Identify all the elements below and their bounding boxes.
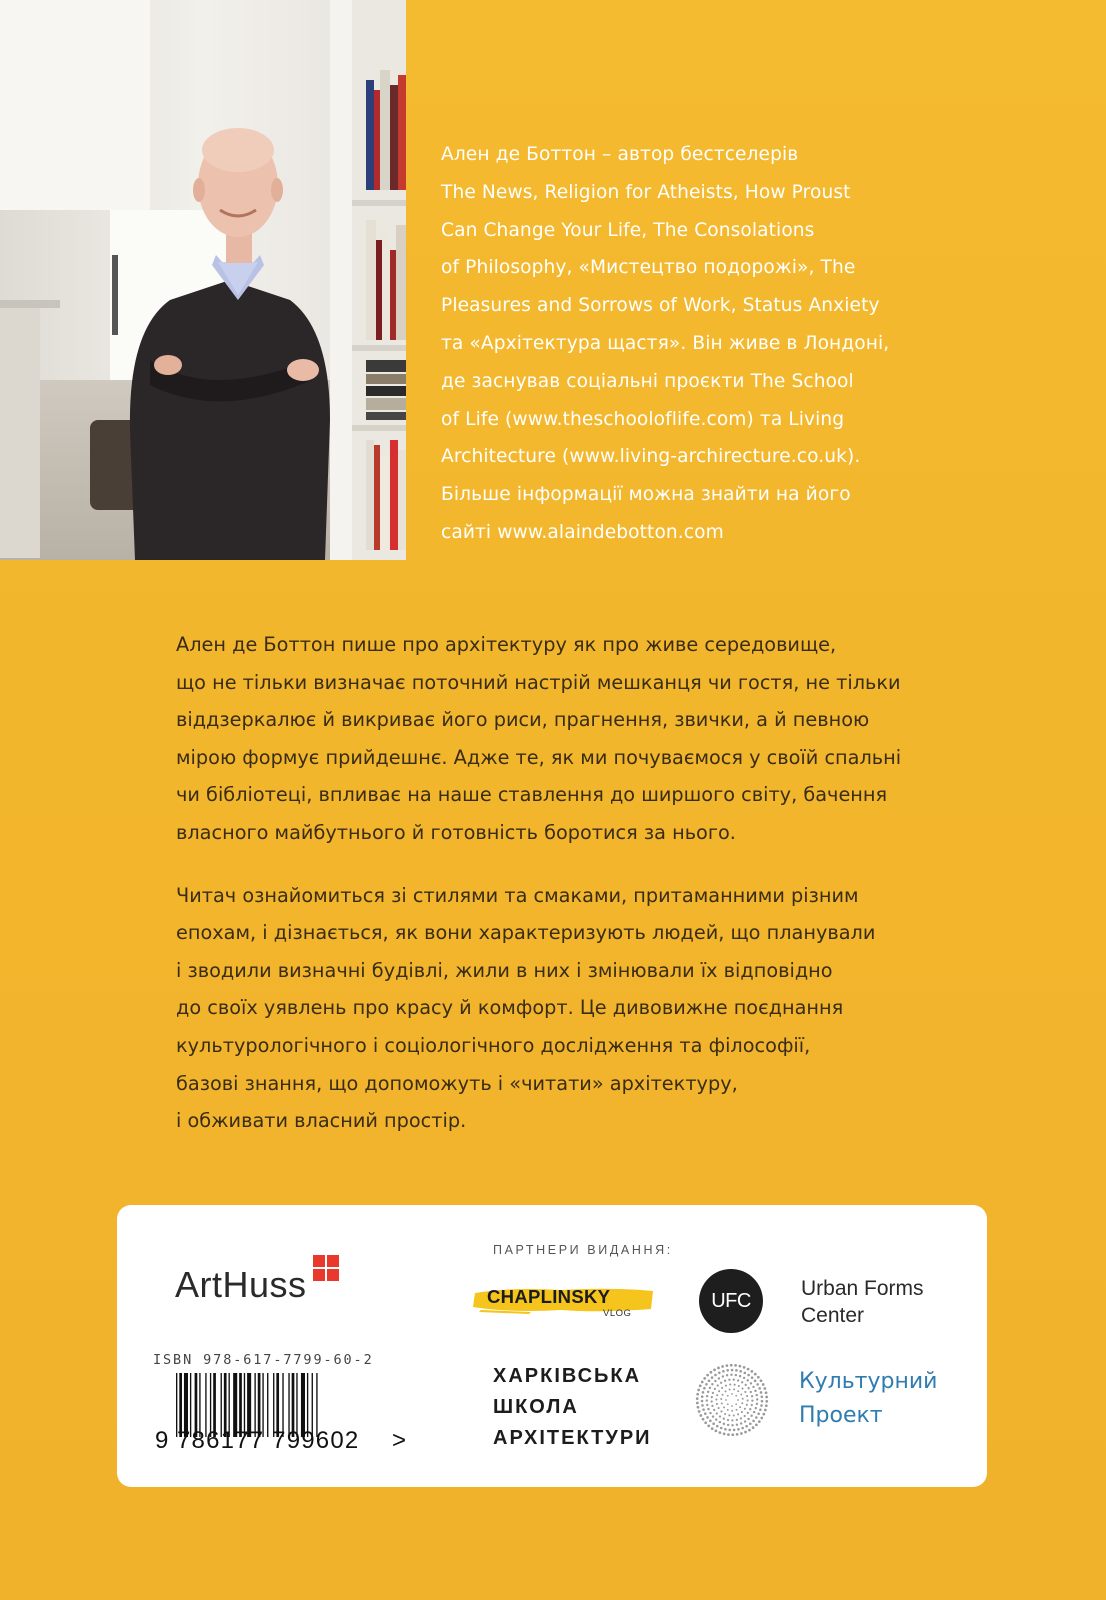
partners-label: ПАРТНЕРИ ВИДАННЯ: xyxy=(493,1243,673,1257)
dot xyxy=(723,1406,725,1408)
barcode-lead-digit: 9 xyxy=(155,1427,169,1454)
dot xyxy=(734,1364,737,1367)
dot xyxy=(751,1400,753,1402)
dot xyxy=(721,1403,723,1405)
dot xyxy=(744,1391,746,1393)
dot xyxy=(733,1379,735,1381)
description-line: культурологічного і соціологічного дослідження та філософії, xyxy=(176,1033,811,1057)
dot xyxy=(736,1419,738,1421)
dot xyxy=(729,1383,731,1385)
dot xyxy=(727,1409,729,1411)
kharkiv-line: ШКОЛА xyxy=(493,1396,579,1418)
dot xyxy=(758,1387,761,1390)
dot xyxy=(725,1390,727,1392)
author-bio xyxy=(441,136,961,552)
book-description xyxy=(176,626,976,1165)
dot xyxy=(756,1383,759,1386)
dot xyxy=(697,1389,700,1392)
dot xyxy=(719,1431,722,1434)
dot xyxy=(725,1385,727,1387)
dot xyxy=(741,1387,743,1389)
description-paragraph-2 xyxy=(176,877,976,1140)
dot xyxy=(760,1391,763,1394)
dot xyxy=(758,1420,761,1423)
chaplinsky-vlog-logo xyxy=(471,1279,657,1323)
dot xyxy=(713,1369,716,1372)
dot xyxy=(718,1407,720,1409)
dot xyxy=(699,1385,702,1388)
dot xyxy=(740,1432,743,1435)
dot xyxy=(755,1423,758,1426)
dot xyxy=(709,1412,711,1414)
dot xyxy=(725,1399,727,1401)
dot xyxy=(747,1418,749,1420)
bio-line: сайті www.alaindebotton.com xyxy=(441,521,724,543)
dot xyxy=(752,1386,754,1388)
dot xyxy=(744,1415,746,1417)
dot xyxy=(724,1428,727,1431)
dot xyxy=(703,1377,706,1380)
dot xyxy=(721,1387,723,1389)
dot xyxy=(762,1413,765,1416)
dot xyxy=(718,1372,721,1375)
dot xyxy=(702,1391,705,1394)
dot xyxy=(740,1422,742,1424)
dot xyxy=(706,1399,708,1401)
dot xyxy=(706,1374,709,1377)
dot xyxy=(745,1384,747,1386)
dot xyxy=(701,1381,704,1384)
dot xyxy=(719,1415,721,1417)
dot xyxy=(701,1400,704,1403)
dot xyxy=(741,1381,743,1383)
kharkiv-line: ХАРКІВСЬКА xyxy=(493,1365,642,1387)
dot xyxy=(756,1403,758,1405)
dot xyxy=(716,1425,719,1428)
dot xyxy=(696,1397,699,1400)
description-line: до своїх уявлень про красу й комфорт. Це дивовижне поєднання xyxy=(176,996,844,1020)
dot xyxy=(696,1402,699,1405)
dot xyxy=(735,1374,737,1376)
dot xyxy=(761,1395,764,1398)
dot xyxy=(740,1393,742,1395)
dot xyxy=(754,1380,757,1383)
dot xyxy=(728,1379,730,1381)
dot xyxy=(711,1396,713,1398)
dot xyxy=(720,1427,723,1430)
dot xyxy=(755,1416,758,1419)
dot xyxy=(709,1419,712,1422)
dot xyxy=(739,1365,742,1368)
dot xyxy=(730,1374,732,1376)
dot xyxy=(728,1414,730,1416)
dot xyxy=(724,1380,726,1382)
dot xyxy=(707,1408,709,1410)
description-line: мірою формує прийдешнє. Адже те, як ми почуваємося у своїй спальні xyxy=(176,745,902,769)
dot xyxy=(737,1413,739,1415)
description-line: і обживати власний простір. xyxy=(176,1109,467,1133)
dot xyxy=(731,1369,734,1372)
dot xyxy=(738,1385,740,1387)
dot xyxy=(716,1394,718,1396)
dot xyxy=(712,1415,714,1417)
description-paragraph-1 xyxy=(176,626,976,852)
dot xyxy=(719,1421,721,1423)
dot xyxy=(720,1410,722,1412)
isbn-number: ISBN 978-617-7799-60-2 xyxy=(153,1352,374,1368)
description-line: базові знання, що допоможуть і «читати» архітектуру, xyxy=(176,1071,738,1095)
dot xyxy=(706,1404,708,1406)
dot xyxy=(747,1399,749,1401)
dot xyxy=(720,1382,722,1384)
dot xyxy=(716,1403,718,1405)
dot xyxy=(707,1425,710,1428)
dot xyxy=(714,1374,717,1377)
dot xyxy=(709,1387,711,1389)
dot xyxy=(727,1419,729,1421)
description-line: епохам, і дізнається, як вони характеризують людей, що планували xyxy=(176,921,876,945)
dot xyxy=(760,1379,763,1382)
dot xyxy=(727,1403,729,1405)
dot xyxy=(736,1424,738,1426)
dot xyxy=(737,1379,739,1381)
dot xyxy=(717,1367,720,1370)
bio-line: Більше інформації можна знайти на його xyxy=(441,484,851,506)
bio-line: Ален де Боттон – автор бестселерів xyxy=(441,144,799,165)
dot xyxy=(751,1404,753,1406)
dot xyxy=(715,1418,717,1420)
dot xyxy=(701,1404,704,1407)
dot xyxy=(748,1429,751,1432)
dot xyxy=(723,1433,726,1436)
dot xyxy=(731,1424,733,1426)
dot xyxy=(759,1408,762,1411)
kp-line: Проект xyxy=(799,1403,883,1428)
dot xyxy=(728,1429,731,1432)
dot xyxy=(750,1382,752,1384)
dot xyxy=(703,1387,706,1390)
bio-line: Architecture (www.living-archirecture.co.uk). xyxy=(441,446,861,468)
dot xyxy=(708,1379,711,1382)
dot xyxy=(743,1377,745,1379)
dot xyxy=(750,1391,752,1393)
dot xyxy=(747,1412,749,1414)
dot xyxy=(711,1405,713,1407)
dotted-circle-icon xyxy=(695,1363,769,1437)
dot xyxy=(717,1384,719,1386)
dot xyxy=(755,1407,757,1409)
dot xyxy=(749,1408,751,1410)
bio-line: Pleasures and Sorrows of Work, Status Anxiety xyxy=(441,295,880,317)
dot xyxy=(744,1372,747,1375)
dot xyxy=(731,1405,733,1407)
dot xyxy=(731,1419,733,1421)
dot xyxy=(710,1371,713,1374)
description-line: що не тільки визначає поточний настрій мешканця чи гостя, не тільки xyxy=(176,670,901,694)
dot xyxy=(714,1380,716,1382)
dot xyxy=(729,1388,731,1390)
dot xyxy=(706,1395,708,1397)
bio-line: Can Change Your Life, The Consolations xyxy=(441,219,815,241)
description-line: і зводили визначні будівлі, жили в них і змінювали їх відповідно xyxy=(176,958,833,982)
dot xyxy=(751,1395,753,1397)
dot xyxy=(733,1388,735,1390)
dot xyxy=(735,1403,737,1405)
barcode-digits: 786177 799602 xyxy=(177,1427,360,1454)
dot xyxy=(733,1429,736,1432)
bio-line: та «Архітектура щастя». Він живе в Лондоні, xyxy=(441,332,890,354)
dot xyxy=(731,1433,734,1436)
dot xyxy=(745,1425,748,1428)
dot xyxy=(760,1404,763,1407)
dot xyxy=(756,1394,758,1396)
kharkiv-school-logo xyxy=(493,1361,652,1454)
dot xyxy=(727,1395,729,1397)
dot xyxy=(723,1423,725,1425)
dot xyxy=(751,1376,754,1379)
dot xyxy=(735,1395,737,1397)
dot xyxy=(723,1418,725,1420)
dot xyxy=(741,1402,743,1404)
dot xyxy=(746,1404,748,1406)
author-photo xyxy=(0,0,406,560)
dot xyxy=(744,1431,747,1434)
dot xyxy=(741,1411,743,1413)
dot xyxy=(731,1410,733,1412)
dot xyxy=(707,1391,709,1393)
ufc-line: Center xyxy=(801,1304,865,1327)
ufc-logo-icon: UFC xyxy=(699,1269,763,1333)
dot xyxy=(726,1374,728,1376)
dot xyxy=(713,1409,715,1411)
dot xyxy=(721,1365,724,1368)
bio-line: де заснував соціальні проєкти The School xyxy=(441,370,854,392)
dot xyxy=(726,1364,729,1367)
dot xyxy=(724,1413,726,1415)
dot xyxy=(711,1383,713,1385)
dot xyxy=(712,1392,714,1394)
dot xyxy=(718,1377,720,1379)
dot xyxy=(726,1369,729,1372)
dot xyxy=(711,1400,713,1402)
dot xyxy=(722,1394,724,1396)
bio-line: of Life (www.theschooloflife.com) та Living xyxy=(441,408,845,430)
dot xyxy=(765,1400,768,1403)
dot xyxy=(737,1399,739,1401)
ufc-name xyxy=(801,1275,924,1329)
chaplinsky-name: CHAPLINSKY xyxy=(487,1286,611,1307)
dot xyxy=(711,1376,714,1379)
dot xyxy=(756,1398,758,1400)
dot xyxy=(736,1409,738,1411)
dot xyxy=(757,1412,760,1415)
dot xyxy=(752,1426,755,1429)
dot xyxy=(734,1384,736,1386)
dot xyxy=(739,1375,741,1377)
dot xyxy=(705,1383,708,1386)
dot xyxy=(765,1391,768,1394)
dot xyxy=(697,1406,700,1409)
dot xyxy=(715,1429,718,1432)
dot xyxy=(739,1370,742,1373)
dot xyxy=(699,1414,702,1417)
dot xyxy=(702,1418,705,1421)
dot xyxy=(731,1393,733,1395)
dot xyxy=(696,1393,699,1396)
dot xyxy=(715,1398,717,1400)
dot xyxy=(704,1421,707,1424)
dot xyxy=(750,1370,753,1373)
dot xyxy=(741,1427,744,1430)
dot xyxy=(727,1424,729,1426)
dot xyxy=(740,1417,742,1419)
dot xyxy=(733,1414,735,1416)
dot xyxy=(754,1390,756,1392)
dot xyxy=(747,1379,749,1381)
dot xyxy=(720,1398,722,1400)
description-line: Читач ознайомиться зі стилями та смаками, притаманними різним xyxy=(176,883,859,907)
dot xyxy=(749,1422,752,1425)
publisher-name: ArtHuss xyxy=(175,1264,307,1305)
dot xyxy=(764,1409,767,1412)
dot xyxy=(722,1375,724,1377)
kp-line: Культурний xyxy=(799,1369,938,1394)
barcode-arrow: > xyxy=(392,1427,407,1454)
description-line: власного майбутнього й готовність боротися за нього. xyxy=(176,820,736,844)
dot xyxy=(754,1373,757,1376)
dot xyxy=(748,1387,750,1389)
dot xyxy=(765,1396,768,1399)
dot xyxy=(761,1400,764,1403)
dot xyxy=(714,1388,716,1390)
dot xyxy=(750,1415,752,1417)
dot xyxy=(752,1420,755,1423)
dot xyxy=(702,1408,705,1411)
dot xyxy=(747,1368,750,1371)
dot xyxy=(747,1374,750,1377)
dot xyxy=(744,1420,746,1422)
dot xyxy=(762,1383,765,1386)
dot xyxy=(753,1411,755,1413)
dot xyxy=(744,1408,746,1410)
dot xyxy=(706,1416,709,1419)
dot xyxy=(722,1370,725,1373)
description-line: чи бібліотеці, впливає на наше ставлення до ширшого світу, бачення xyxy=(176,783,888,807)
dot xyxy=(743,1366,746,1369)
dot xyxy=(711,1427,714,1430)
dot xyxy=(701,1395,704,1398)
description-line: Ален де Боттон пише про архітектуру як про живе середовище, xyxy=(176,633,837,656)
dot xyxy=(730,1364,733,1367)
dot xyxy=(737,1428,740,1431)
dot xyxy=(735,1369,738,1372)
dot xyxy=(737,1390,739,1392)
plus-cross-icon xyxy=(313,1255,339,1281)
kharkiv-line: АРХІТЕКТУРИ xyxy=(493,1427,652,1449)
dot xyxy=(736,1433,739,1436)
publisher-panel xyxy=(117,1205,987,1487)
dot xyxy=(765,1404,768,1407)
dot xyxy=(742,1398,744,1400)
dot xyxy=(718,1390,720,1392)
bio-line: The News, Religion for Atheists, How Proust xyxy=(441,181,851,203)
chaplinsky-sub: VLOG xyxy=(603,1308,632,1319)
dot xyxy=(704,1412,707,1415)
bio-line: of Philosophy, «Мистецтво подорожі», The xyxy=(441,257,856,279)
dot xyxy=(698,1410,701,1413)
dot xyxy=(760,1417,763,1420)
dot xyxy=(716,1412,718,1414)
publisher-logo xyxy=(175,1255,339,1303)
dot xyxy=(727,1433,730,1436)
ufc-line: Urban Forms xyxy=(801,1277,924,1300)
dot xyxy=(757,1376,760,1379)
description-line: віддзеркалює й викриває його риси, прагнення, звички, а й певною xyxy=(176,708,870,732)
dot xyxy=(712,1422,715,1425)
dot xyxy=(739,1406,741,1408)
dot xyxy=(763,1387,766,1390)
dot xyxy=(746,1395,748,1397)
kulturnyi-proekt-name xyxy=(799,1365,937,1433)
